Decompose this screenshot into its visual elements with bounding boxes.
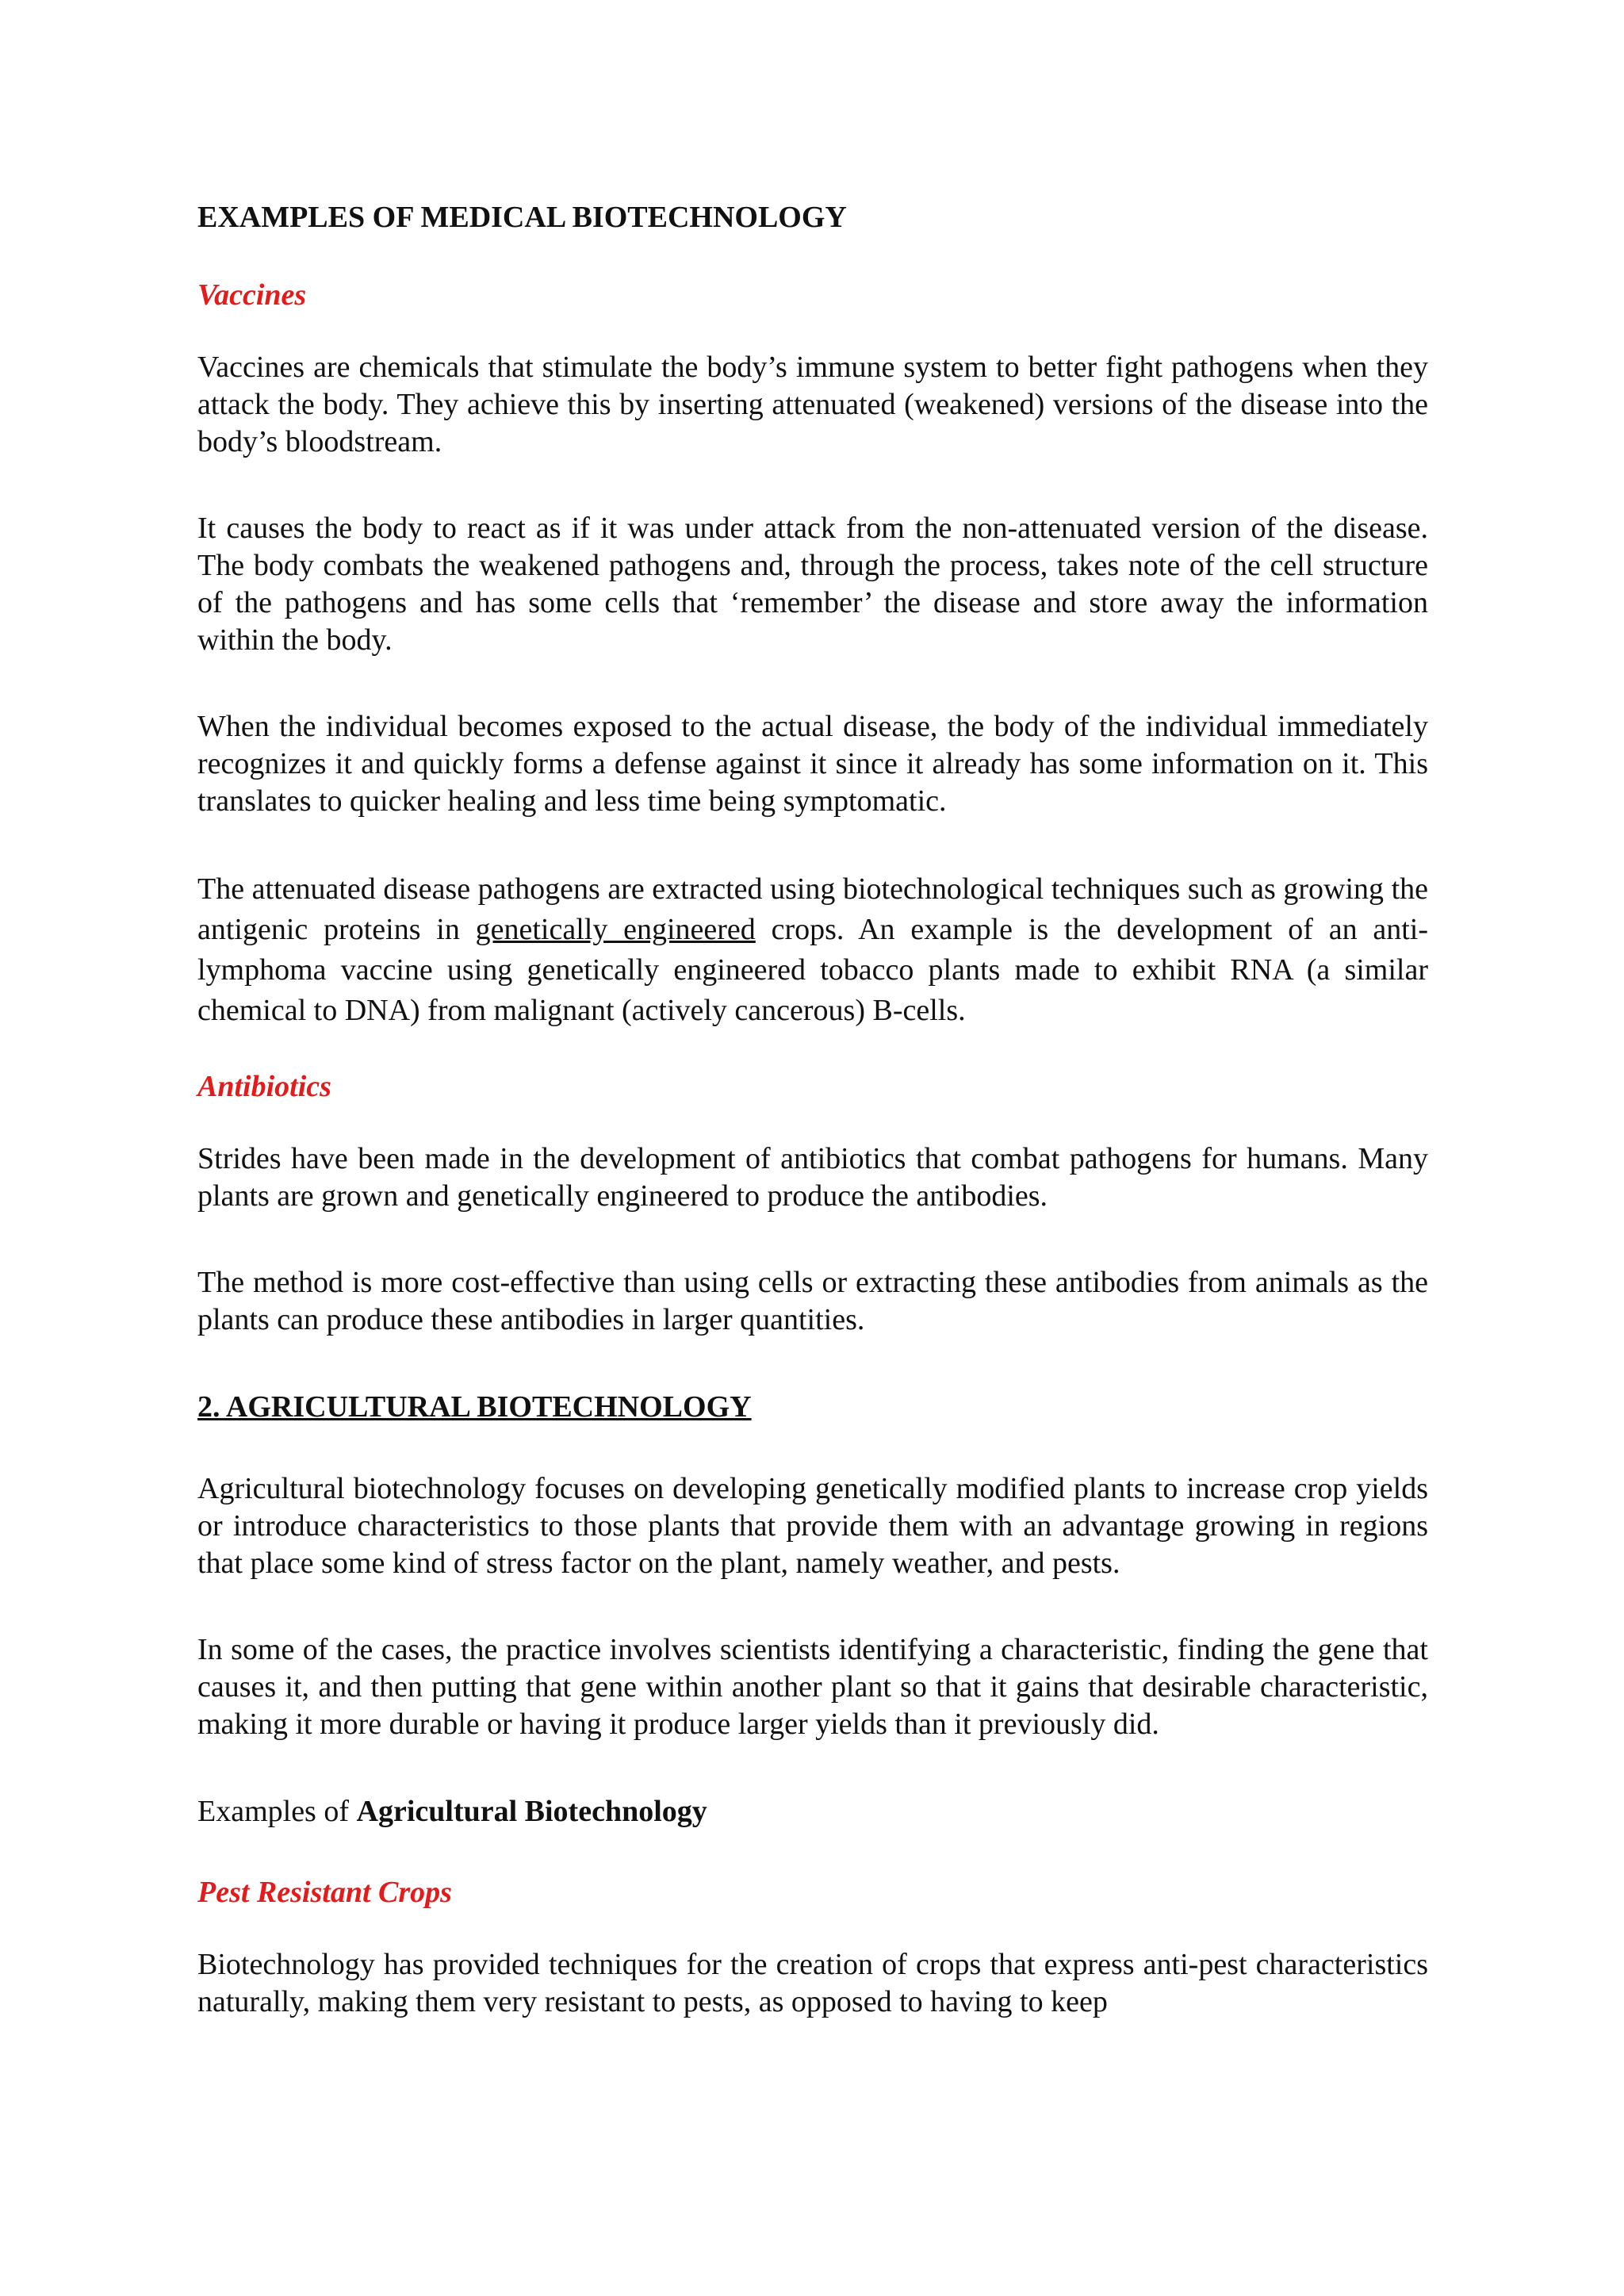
pest-paragraph-1: Biotechnology has provided techniques for the creation of crops that express anti-pest characteristics naturally, making them very resistant to pests, as opposed to having to keep [197, 1948, 1428, 2018]
vaccines-paragraph-4-end: crops. An example is the development of an anti-lymphoma vaccine using genetically engineered tobacco plants made to exhibit RNA (a similar chemical to DNA) from malignant (actively cancerous) B-cells. [197, 913, 1428, 1027]
vaccines-paragraph-1: Vaccines are chemicals that stimulate the body’s immune system to better fight pathogens when they attack the body. They achieve this by inserting attenuated (weakened) versions of the disease into the body’s bloodstream. [197, 351, 1428, 458]
pest-resistant-heading: Pest Resistant Crops [197, 1876, 452, 1909]
page-title: EXAMPLES OF MEDICAL BIOTECHNOLOGY [197, 201, 847, 234]
agricultural-paragraph-1: Agricultural biotechnology focuses on developing genetically modified plants to increase crop yields or introduce characteristics to those plants that provide them with an advantage growing in regions that place some kind of stress factor on the plant, namely weather, and pests. [197, 1472, 1428, 1580]
agricultural-paragraph-2: In some of the cases, the practice involves scientists identifying a characteristic, finding the gene that causes it, and then putting that gene within another plant so that it gains that desirable characteristic, making it more durable or having it produce larger yields than it previously did. [197, 1633, 1428, 1741]
vaccines-paragraph-2: It causes the body to react as if it was under attack from the non-attenuated version of the disease. The body combats the weakened pathogens and, through the process, takes note of the cell structure of the pathogens and has some cells that ‘remember’ the disease and store away the information within the body. [197, 512, 1428, 657]
agricultural-section-heading: 2. AGRICULTURAL BIOTECHNOLOGY [197, 1390, 752, 1424]
examples-bold-term: Agricultural Biotechnology [356, 1795, 707, 1828]
vaccines-paragraph-4-start: The attenuated disease pathogens are extracted using biotechnological techniques such as growing the antigenic proteins in [197, 872, 1428, 946]
vaccines-heading: Vaccines [197, 278, 307, 312]
genetically-engineered-link[interactable]: genetically engineered [475, 913, 756, 946]
examples-prefix: Examples of [197, 1795, 357, 1828]
examples-line [197, 1792, 1428, 1830]
vaccines-paragraph-4 [197, 869, 1428, 1031]
antibiotics-paragraph-1: Strides have been made in the development of antibiotics that combat pathogens for humans. Many plants are grown and genetically engineered to produce the antibodies. [197, 1142, 1428, 1213]
antibiotics-paragraph-2: The method is more cost-effective than using cells or extracting these antibodies from animals as the plants can produce these antibodies in larger quantities. [197, 1266, 1428, 1336]
document-page [197, 198, 1428, 2070]
vaccines-paragraph-3: When the individual becomes exposed to the actual disease, the body of the individual immediately recognizes it and quickly forms a defense against it since it already has some information on it. This translates to quicker healing and less time being symptomatic. [197, 710, 1428, 818]
antibiotics-heading: Antibiotics [197, 1070, 331, 1103]
